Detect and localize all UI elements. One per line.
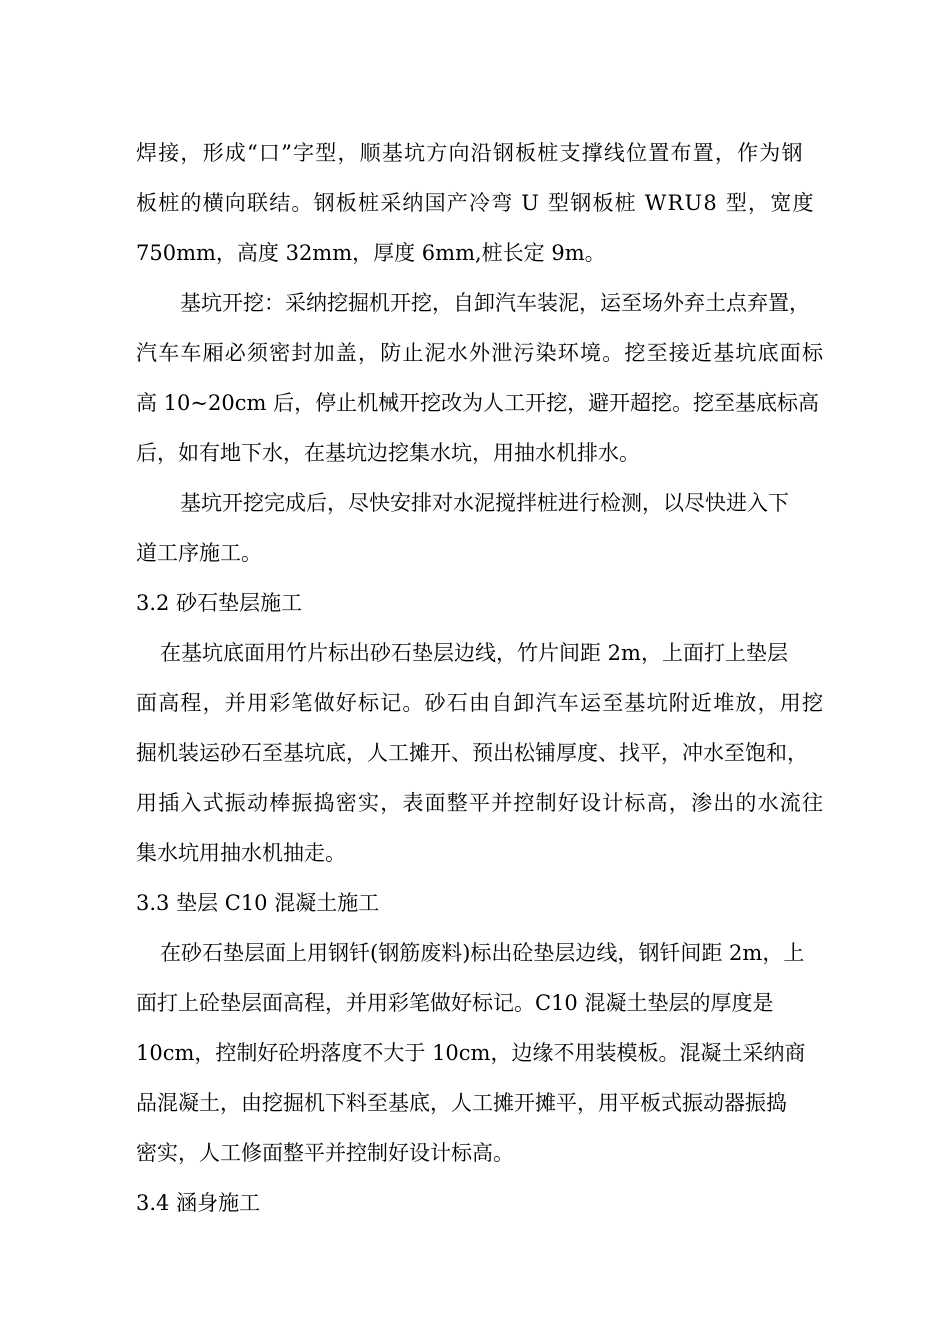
text-line: 后，如有地下水，在基坑边挖集水坑，用抽水机排水。 (136, 441, 640, 465)
text-line: 面高程，并用彩笔做好标记。砂石由自卸汽车运至基坑附近堆放，用挖 (136, 691, 825, 715)
text-line: 750mm，高度 32mm，厚度 6mm,桩长定 9m。 (136, 241, 606, 265)
text-line: 面打上砼垫层面高程，并用彩笔做好标记。C10 混凝土垫层的厚度是 (136, 991, 774, 1015)
text-line: 基坑开挖完成后，尽快安排对水泥搅拌桩进行检测，以尽快进入下 (180, 491, 789, 515)
text-line: 焊接，形成“口”字型，顺基坑方向沿钢板桩支撑线位置布置，作为钢 (136, 141, 804, 165)
section-heading: 3.2 砂石垫层施工 (136, 591, 303, 615)
text-line: 在基坑底面用竹片标出砂石垫层边线，竹片间距 2m，上面打上垫层 (160, 641, 788, 665)
text-line: 板桩的横向联结。钢板桩采纳国产冷弯 U 型钢板桩 WRU8 型，宽度 (136, 191, 815, 215)
text-line: 密实，人工修面整平并控制好设计标高。 (136, 1141, 514, 1165)
text-line: 高 10~20cm 后，停止机械开挖改为人工开挖，避开超挖。挖至基底标高 (136, 391, 820, 415)
text-line: 用插入式振动棒振捣密实，表面整平并控制好设计标高，渗出的水流往 (136, 791, 825, 815)
text-line: 掘机装运砂石至基坑底，人工摊开、预出松铺厚度、找平，冲水至饱和， (136, 741, 808, 765)
text-line: 道工序施工。 (136, 541, 262, 565)
section-heading: 3.4 涵身施工 (136, 1191, 261, 1215)
text-line: 集水坑用抽水机抽走。 (136, 841, 346, 865)
text-line: 汽车车厢必须密封加盖，防止泥水外泄污染环境。挖至接近基坑底面标 (136, 341, 825, 365)
section-heading: 3.3 垫层 C10 混凝土施工 (136, 891, 380, 915)
text-line: 10cm，控制好砼坍落度不大于 10cm，边缘不用装模板。混凝土采纳商 (136, 1041, 806, 1065)
text-line: 基坑开挖：采纳挖掘机开挖，自卸汽车装泥，运至场外弃土点弃置， (180, 291, 810, 315)
text-line: 品混凝土，由挖掘机下料至基底，人工摊开摊平，用平板式振动器振捣 (136, 1091, 787, 1115)
text-line: 在砂石垫层面上用钢钎(钢筋废料)标出砼垫层边线，钢钎间距 2m，上 (160, 941, 805, 965)
